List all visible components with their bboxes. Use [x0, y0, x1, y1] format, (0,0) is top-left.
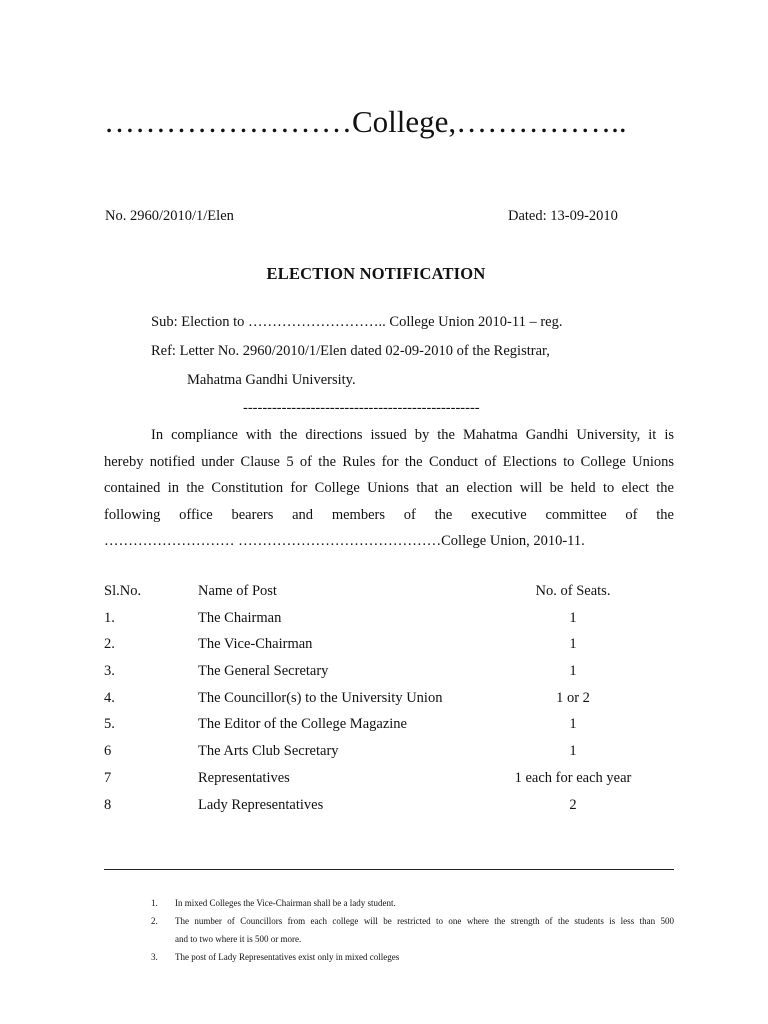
row-sl: 2. — [104, 636, 115, 652]
row-sl: 7 — [104, 770, 112, 786]
row-sl: 3. — [104, 663, 115, 679]
header-sl-no: Sl.No. — [104, 583, 142, 599]
row-post: Lady Representatives — [198, 797, 324, 813]
college-title: ……………………College,…………….. — [104, 104, 627, 139]
reference-line-2: Mahatma Gandhi University. — [187, 372, 356, 388]
row-post: Representatives — [198, 770, 290, 786]
body-line: In compliance with the directions issued by the Mahatma Gandhi University, it is — [151, 427, 674, 443]
page-title: ELECTION NOTIFICATION — [266, 264, 486, 283]
table-header-row — [0, 583, 768, 609]
footnote-text: The number of Councillors from each college will be restricted to one where the strength of the students is less than 500 — [175, 916, 674, 926]
notification-body — [104, 422, 674, 555]
table-row — [0, 716, 768, 742]
footnote-text: The post of Lady Representatives exist only in mixed colleges — [175, 952, 400, 962]
footnote-text: In mixed Colleges the Vice-Chairman shall be a lady student. — [175, 898, 396, 908]
header-post: Name of Post — [198, 583, 277, 599]
row-seats: 1 or 2 — [556, 690, 590, 706]
row-sl: 4. — [104, 690, 115, 706]
row-post: The Arts Club Secretary — [198, 743, 339, 759]
row-seats: 1 — [569, 743, 577, 759]
body-line: contained in the Constitution for College Unions that an election will be held to elect the — [104, 480, 674, 497]
subject-line: Sub: Election to ……………………….. College Union 2010-11 – reg. — [151, 314, 563, 330]
separator-line: ------------------------------------------------- — [243, 400, 480, 416]
issue-date: Dated: 13-09-2010 — [508, 208, 618, 224]
table-row — [0, 663, 768, 689]
footnote-number: 1. — [151, 898, 158, 908]
footnote-number: 2. — [151, 916, 158, 926]
body-line: following office bearers and members of the executive committee of the — [104, 506, 674, 523]
row-sl: 6 — [104, 743, 112, 759]
row-post: The Vice-Chairman — [198, 636, 313, 652]
body-line: ……………………… ……………………………………College Union, 2010-11. — [104, 533, 585, 550]
table-row — [0, 743, 768, 769]
table-row — [0, 770, 768, 796]
row-sl: 5. — [104, 716, 115, 732]
footnote-number: 3. — [151, 952, 158, 962]
table-row — [0, 690, 768, 716]
footnote-divider — [104, 869, 674, 870]
row-seats: 1 — [569, 663, 577, 679]
table-row — [0, 797, 768, 823]
row-seats: 2 — [569, 797, 577, 813]
row-seats: 1 — [569, 716, 577, 732]
reference-line-1: Ref: Letter No. 2960/2010/1/Elen dated 02-09-2010 of the Registrar, — [151, 343, 550, 359]
row-post: The Editor of the College Magazine — [198, 716, 407, 732]
row-sl: 1. — [104, 610, 115, 626]
table-row — [0, 610, 768, 636]
row-seats: 1 — [569, 610, 577, 626]
row-seats: 1 — [569, 636, 577, 652]
body-line: hereby notified under Clause 5 of the Rules for the Conduct of Elections to College Unions — [104, 453, 674, 470]
reference-number: No. 2960/2010/1/Elen — [105, 208, 234, 224]
row-sl: 8 — [104, 797, 112, 813]
row-seats: 1 each for each year — [514, 770, 632, 786]
row-post: The Councillor(s) to the University Union — [198, 690, 443, 706]
header-seats: No. of Seats. — [535, 583, 611, 599]
footnote-text: and to two where it is 500 or more. — [175, 934, 302, 944]
row-post: The General Secretary — [198, 663, 329, 679]
row-post: The Chairman — [198, 610, 282, 626]
table-row — [0, 636, 768, 662]
